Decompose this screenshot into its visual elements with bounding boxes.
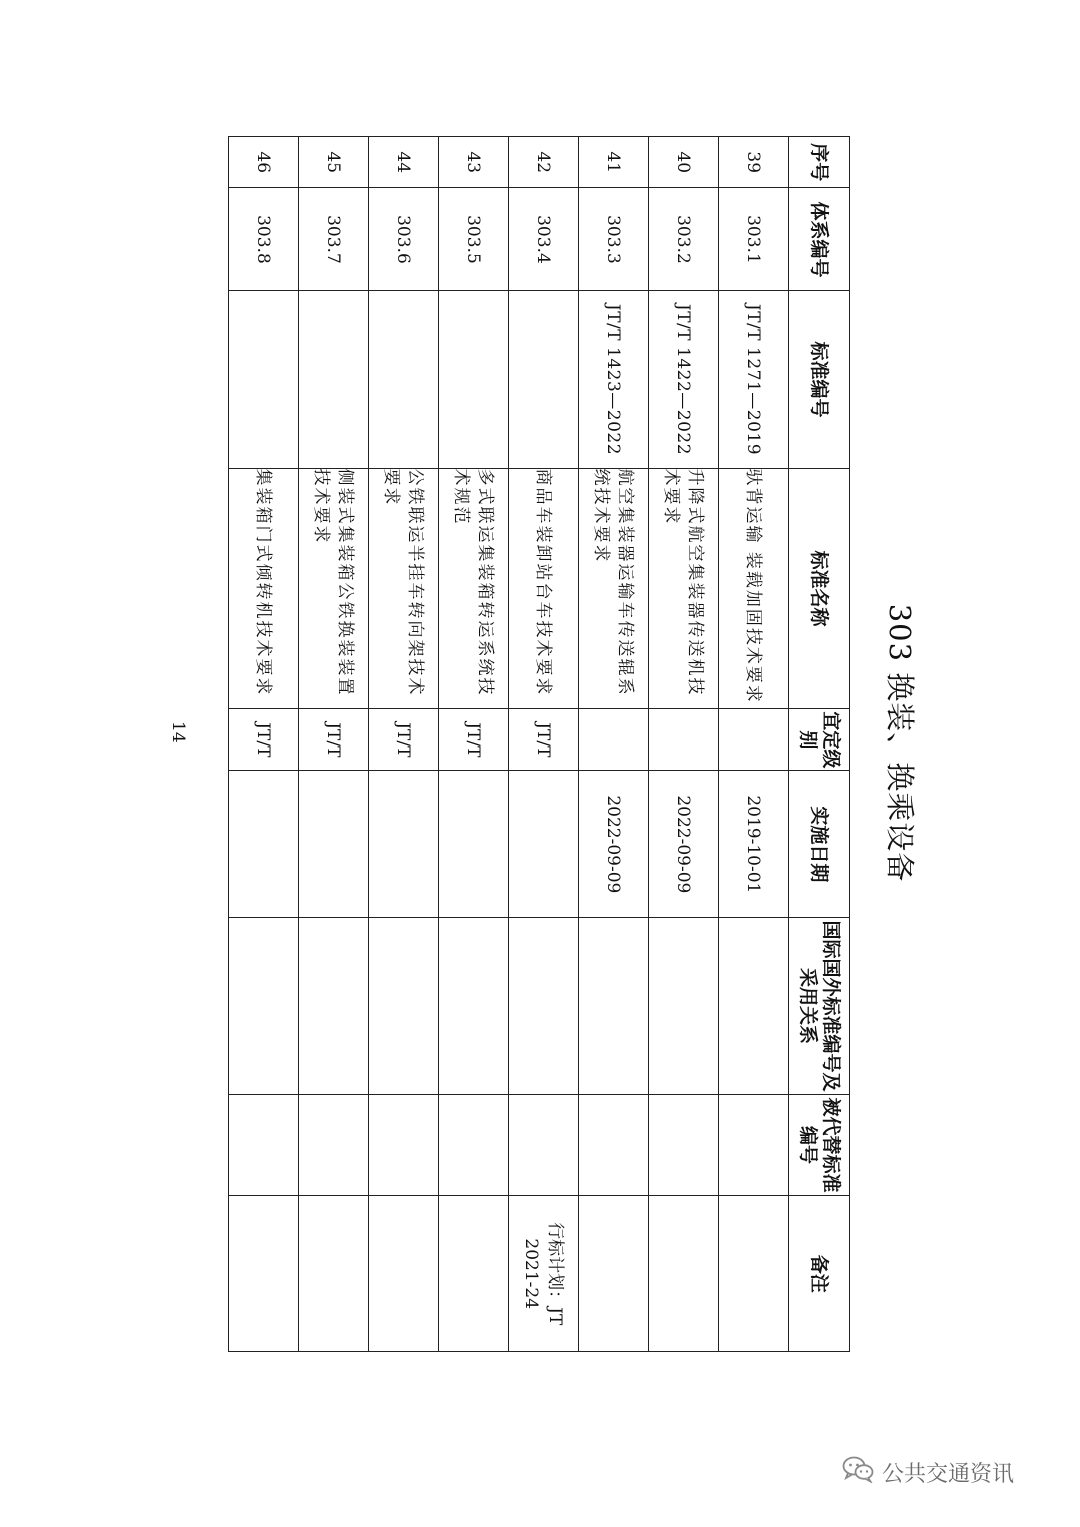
cell-standard-no [229,291,299,468]
header-system-no: 体系编号 [789,188,850,291]
cell-seq: 46 [229,137,299,188]
cell-intl [369,918,439,1094]
cell-date [439,771,509,918]
cell-level: JT/T [369,709,439,771]
cell-system-no: 303.6 [369,188,439,291]
cell-seq: 39 [719,137,789,188]
cell-seq: 44 [369,137,439,188]
cell-level: JT/T [439,709,509,771]
cell-standard-no [369,291,439,468]
cell-system-no: 303.8 [229,188,299,291]
cell-remark [649,1196,719,1352]
cell-standard-no: JT/T 1422—2022 [649,291,719,468]
cell-date [229,771,299,918]
cell-seq: 42 [509,137,579,188]
table-row [369,137,439,1352]
cell-date: 2019-10-01 [719,771,789,918]
header-standard-no: 标准编号 [789,291,850,468]
table-row [229,137,299,1352]
cell-intl [719,918,789,1094]
cell-level: JT/T [509,709,579,771]
wechat-icon [842,1455,874,1489]
table-row [509,137,579,1352]
cell-level: JT/T [229,709,299,771]
cell-remark [369,1196,439,1352]
cell-intl [299,918,369,1094]
cell-level [719,709,789,771]
cell-intl [579,918,649,1094]
cell-date [369,771,439,918]
header-seq: 序号 [789,137,850,188]
cell-standard-no [509,291,579,468]
cell-standard-name: 驮背运输 装载加固技术要求 [719,468,789,709]
cell-standard-name: 航空集装器运输车传送辊系统技术要求 [579,468,649,709]
table-row [649,137,719,1352]
page-number: 14 [168,721,188,743]
cell-replaced [509,1094,579,1196]
header-level: 宜定级别 [789,709,850,771]
cell-standard-no: JT/T 1271—2019 [719,291,789,468]
cell-intl [649,918,719,1094]
cell-standard-name: 升降式航空集装器传送机技术要求 [649,468,719,709]
cell-standard-no: JT/T 1423—2022 [579,291,649,468]
cell-system-no: 303.5 [439,188,509,291]
cell-intl [439,918,509,1094]
watermark [842,1457,1014,1487]
cell-remark [719,1196,789,1352]
cell-remark [439,1196,509,1352]
cell-system-no: 303.3 [579,188,649,291]
watermark-text: 公共交通资讯 [882,1461,1015,1487]
cell-remark [299,1196,369,1352]
header-date: 实施日期 [789,771,850,918]
cell-system-no: 303.4 [509,188,579,291]
cell-intl [229,918,299,1094]
table-header-row [789,137,850,1352]
cell-replaced [439,1094,509,1196]
cell-level [579,709,649,771]
cell-date: 2022-09-09 [579,771,649,918]
cell-remark [579,1196,649,1352]
cell-level [649,709,719,771]
header-intl: 国际国外标准编号及采用关系 [789,918,850,1094]
cell-standard-name: 公铁联运半挂车转向架技术要求 [369,468,439,709]
cell-system-no: 303.2 [649,188,719,291]
cell-date [299,771,369,918]
cell-date: 2022-09-09 [649,771,719,918]
rotated-page-content [168,136,920,1350]
cell-standard-no [439,291,509,468]
cell-remark: 行标计划：JT 2021-24 [509,1196,579,1352]
cell-system-no: 303.7 [299,188,369,291]
header-replaced: 被代替标准编号 [789,1094,850,1196]
cell-seq: 45 [299,137,369,188]
cell-replaced [299,1094,369,1196]
cell-remark [229,1196,299,1352]
table-row [299,137,369,1352]
header-standard-name: 标准名称 [789,468,850,709]
cell-intl [509,918,579,1094]
table-row [439,137,509,1352]
cell-seq: 41 [579,137,649,188]
header-remark: 备注 [789,1196,850,1352]
standards-table [228,136,850,1352]
cell-replaced [369,1094,439,1196]
cell-seq: 40 [649,137,719,188]
cell-replaced [229,1094,299,1196]
cell-system-no: 303.1 [719,188,789,291]
cell-replaced [719,1094,789,1196]
cell-standard-name: 商品车装卸站台车技术要求 [509,468,579,709]
cell-replaced [649,1094,719,1196]
cell-replaced [579,1094,649,1196]
table-row [579,137,649,1352]
cell-level: JT/T [299,709,369,771]
cell-standard-name: 多式联运集装箱转运系统技术规范 [439,468,509,709]
cell-standard-name: 侧装式集装箱公铁换装装置技术要求 [299,468,369,709]
page-title: 303 换装、换乘设备 [883,603,917,883]
cell-standard-name: 集装箱门式倾转机技术要求 [229,468,299,709]
table-row [719,137,789,1352]
cell-seq: 43 [439,137,509,188]
cell-standard-no [299,291,369,468]
cell-date [509,771,579,918]
